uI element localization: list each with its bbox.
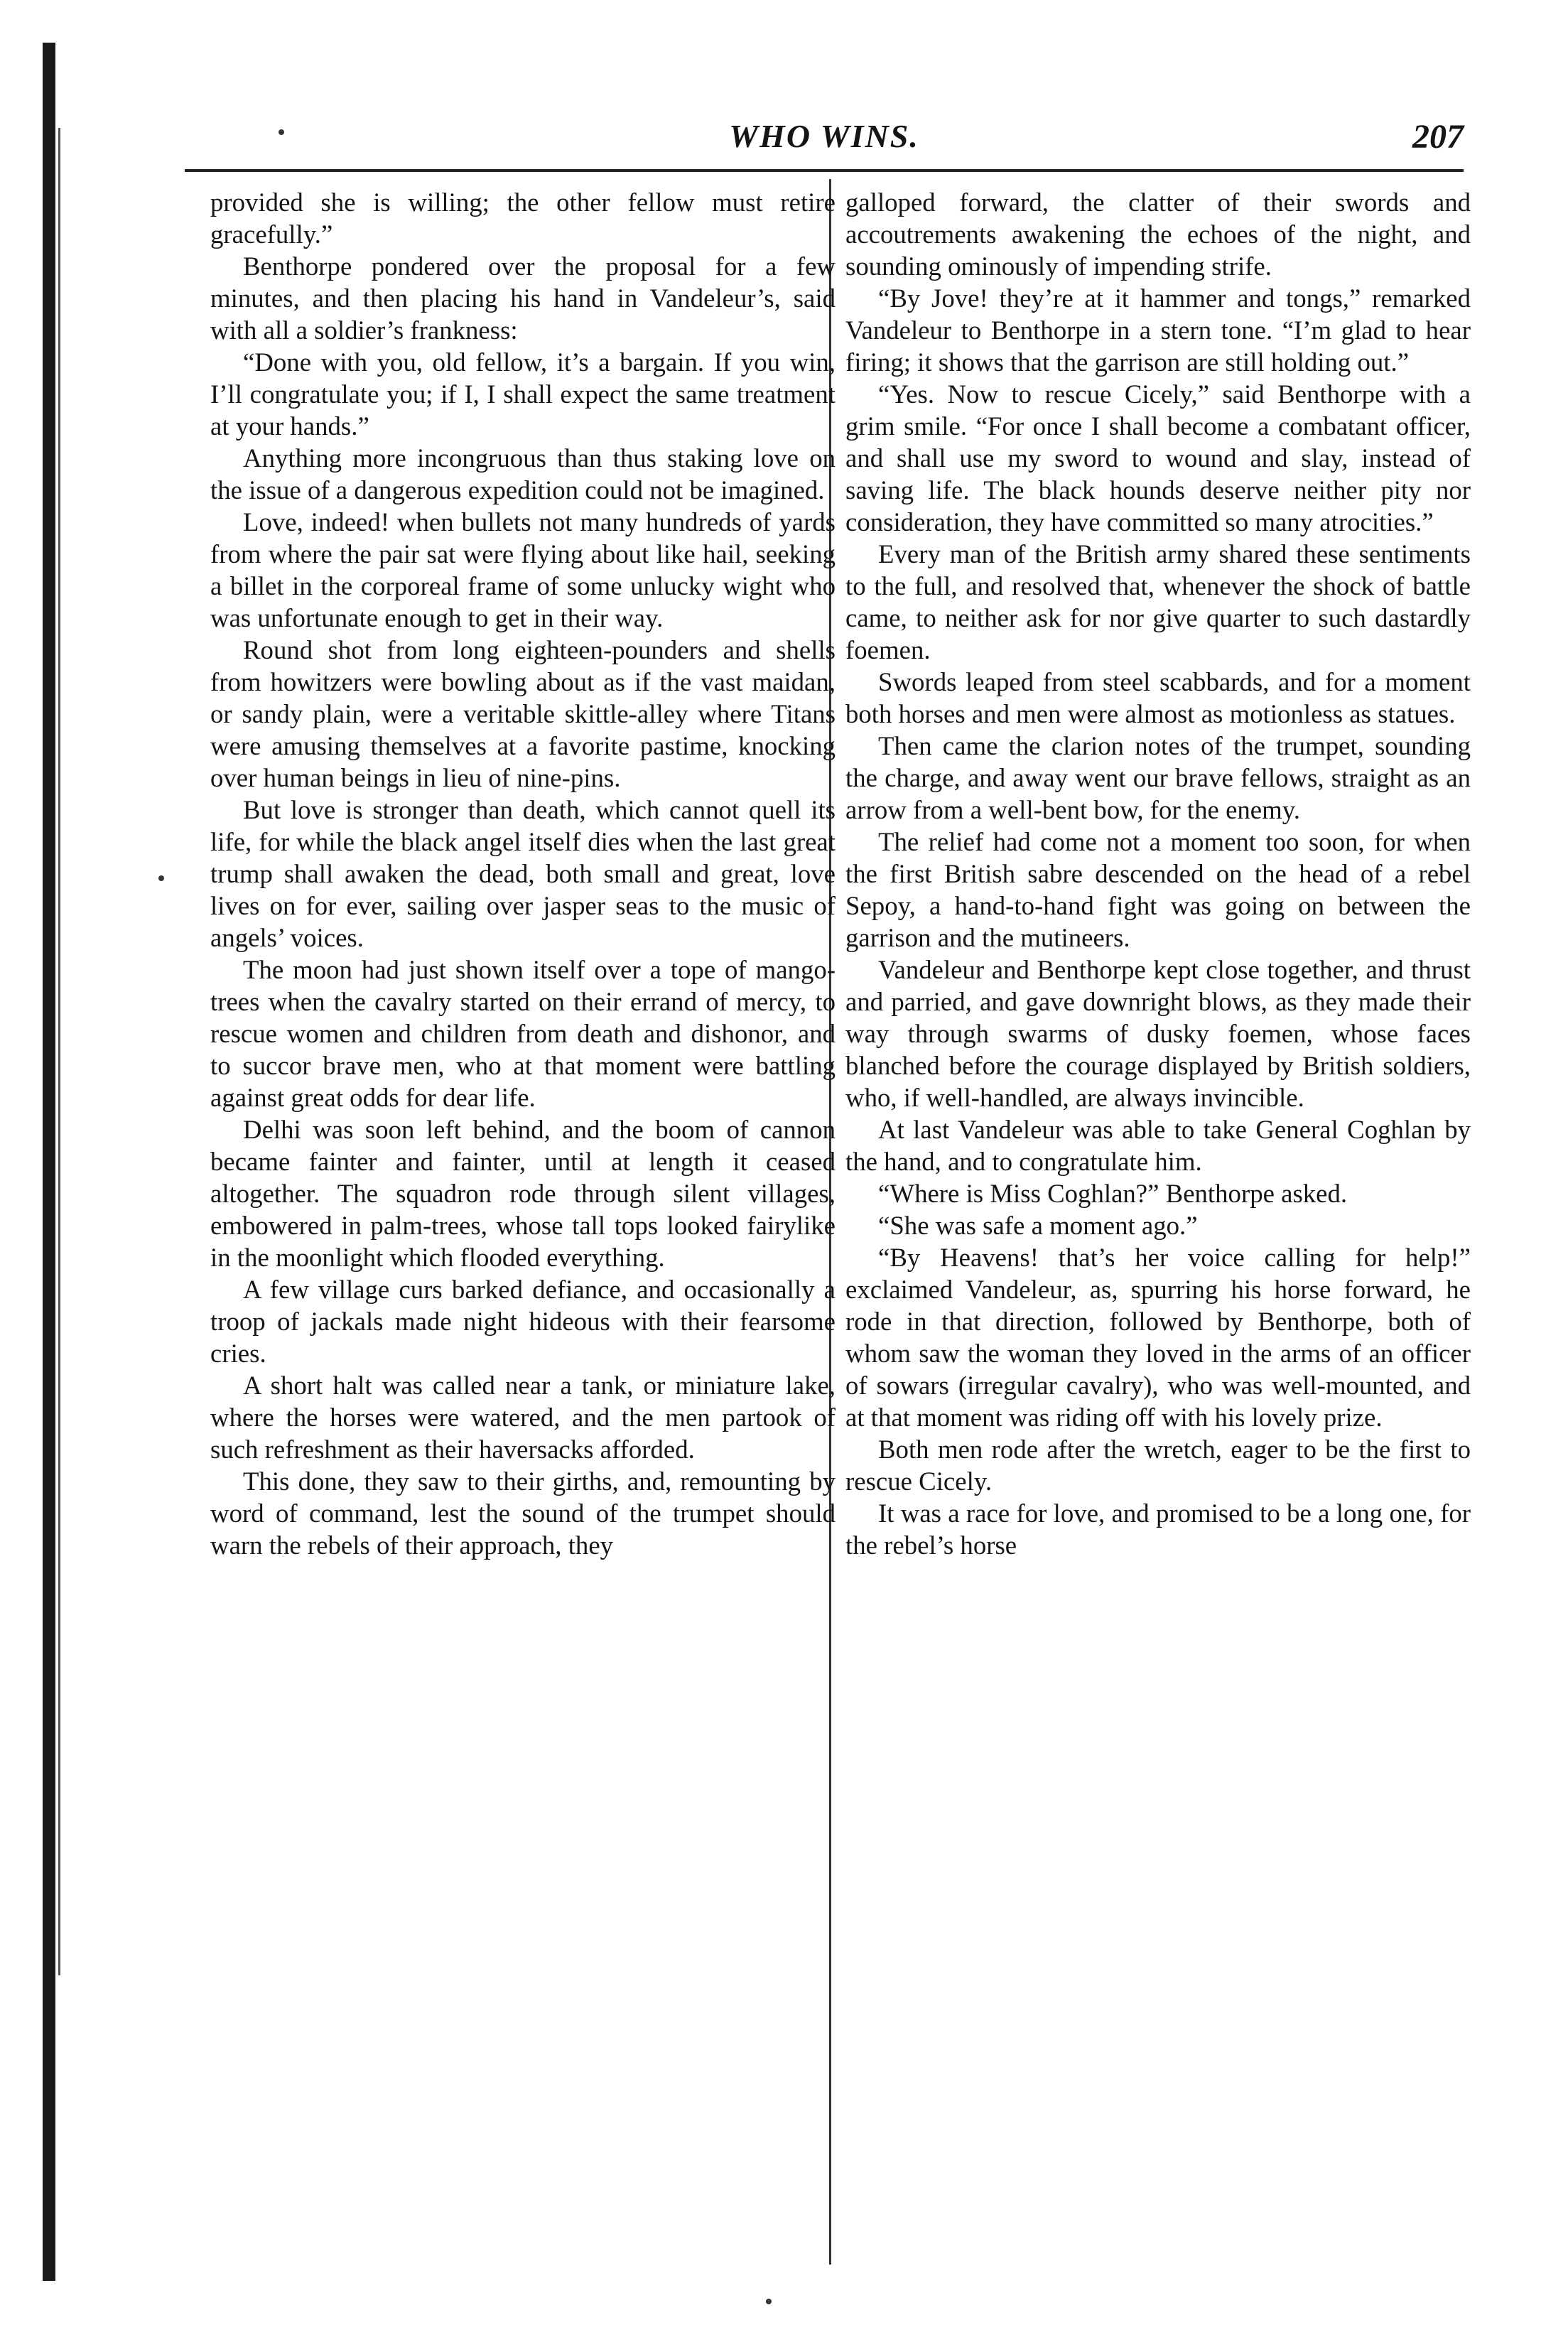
paragraph: “By Heavens! that’s her voice calling for help!” exclaimed Vandeleur, as, spurring his horse forward, he rode in that direction, followed by Benthorpe, both of whom saw the woman they loved in the arms of an officer of sowars (irregular cavalry), who was well-mounted, and at that moment was riding off with his lovely prize. bbox=[845, 1243, 1471, 1432]
paragraph: “Where is Miss Coghlan?” Benthorpe asked. bbox=[878, 1179, 1348, 1208]
right-column bbox=[845, 186, 1471, 1561]
paragraph: Round shot from long eighteen-pounders and shells from howitzers were bowling about as if the vast maidan, or sandy plain, were a veritable skittle-alley where Titans were amusing themselves at a favorite pastime, knocking over human beings in lieu of nine-pins. bbox=[210, 635, 836, 792]
paragraph: “Yes. Now to rescue Cicely,” said Benthorpe with a grim smile. “For once I shall become a combatant officer, and shall use my sword to wound and slay, instead of saving life. The black hounds deserve neither pity nor consideration, they have committed so many atrocities.” bbox=[845, 379, 1471, 536]
paragraph: Both men rode after the wretch, eager to be the first to rescue Cicely. bbox=[845, 1435, 1471, 1496]
paragraph: Every man of the British army shared these sentiments to the full, and resolved that, whenever the shock of battle came, to neither ask for nor give quarter to such dastardly foemen. bbox=[845, 539, 1471, 664]
paragraph: It was a race for love, and promised to be a long one, for the rebel’s horse bbox=[845, 1499, 1471, 1560]
paragraph: The relief had come not a moment too soon, for when the first British sabre descended on the head of a rebel Sepoy, a hand-to-hand fight was going on between the garrison and the mutineers. bbox=[845, 827, 1471, 952]
paragraph: “She was safe a moment ago.” bbox=[878, 1211, 1198, 1240]
paragraph: provided she is willing; the other fellow must retire gracefully.” bbox=[210, 188, 836, 249]
print-speck bbox=[766, 2299, 772, 2304]
running-head: WHO WINS. bbox=[729, 118, 919, 154]
paragraph: Anything more incongruous than thus staking love on the issue of a dangerous expedition could not be imagined. bbox=[210, 443, 836, 504]
page-header bbox=[185, 117, 1464, 167]
paragraph: galloped forward, the clatter of their swords and accoutrements awakening the echoes of the night, and sounding ominously of impending strife. bbox=[845, 188, 1471, 281]
paragraph: The moon had just shown itself over a tope of mango-trees when the cavalry started on their errand of mercy, to rescue women and children from death and dishonor, and to succor brave men, who at that moment were battling against great odds for dear life. bbox=[210, 955, 836, 1112]
paragraph: Swords leaped from steel scabbards, and for a moment both horses and men were almost as motionless as statues. bbox=[845, 667, 1471, 728]
paragraph: Love, indeed! when bullets not many hundreds of yards from where the pair sat were flying about like hail, seeking a billet in the corporeal frame of some unlucky wight who was unfortunate enough to get in their way. bbox=[210, 507, 836, 632]
paragraph: A short halt was called near a tank, or miniature lake, where the horses were watered, and the men partook of such refreshment as their haversacks afforded. bbox=[210, 1371, 836, 1464]
paragraph: Then came the clarion notes of the trumpet, sounding the charge, and away went our brave fellows, straight as an arrow from a well-bent bow, for the enemy. bbox=[845, 731, 1471, 824]
paragraph: Benthorpe pondered over the proposal for a few minutes, and then placing his hand in Vandeleur’s, said with all a soldier’s frankness: bbox=[210, 252, 836, 345]
left-column bbox=[210, 186, 836, 1561]
print-speck bbox=[279, 129, 284, 135]
page-binding-line bbox=[58, 128, 60, 1975]
paragraph: At last Vandeleur was able to take General Coghlan by the hand, and to congratulate him. bbox=[845, 1115, 1471, 1176]
paragraph: “By Jove! they’re at it hammer and tongs,” remarked Vandeleur to Benthorpe in a stern tone. “I’m glad to hear firing; it shows that the garrison are still holding out.” bbox=[845, 284, 1471, 377]
print-speck bbox=[158, 875, 164, 881]
paragraph: This done, they saw to their girths, and, remounting by word of command, lest the sound of the trumpet should warn the rebels of their approach, they bbox=[210, 1467, 836, 1560]
header-rule bbox=[185, 169, 1464, 172]
paragraph: Delhi was soon left behind, and the boom of cannon became fainter and fainter, until at length it ceased altogether. The squadron rode through silent villages, embowered in palm-trees, whose tall tops looked fairylike in the moonlight which flooded everything. bbox=[210, 1115, 836, 1272]
page-number: 207 bbox=[1412, 118, 1464, 156]
paragraph: But love is stronger than death, which cannot quell its life, for while the black angel itself dies when the last great trump shall awaken the dead, both small and great, love lives on for ever, sailing over jasper seas to the music of angels’ voices. bbox=[210, 795, 836, 952]
paragraph: Vandeleur and Benthorpe kept close together, and thrust and parried, and gave downright blows, as they made their way through swarms of dusky foemen, whose faces blanched before the courage displayed by British soldiers, who, if well-handled, are always invincible. bbox=[845, 955, 1471, 1112]
paragraph: “Done with you, old fellow, it’s a bargain. If you win, I’ll congratulate you; if I, I shall expect the same treatment at your hands.” bbox=[210, 347, 836, 441]
page-binding-edge bbox=[43, 43, 55, 2281]
paragraph: A few village curs barked defiance, and occasionally a troop of jackals made night hideous with their fearsome cries. bbox=[210, 1275, 836, 1368]
